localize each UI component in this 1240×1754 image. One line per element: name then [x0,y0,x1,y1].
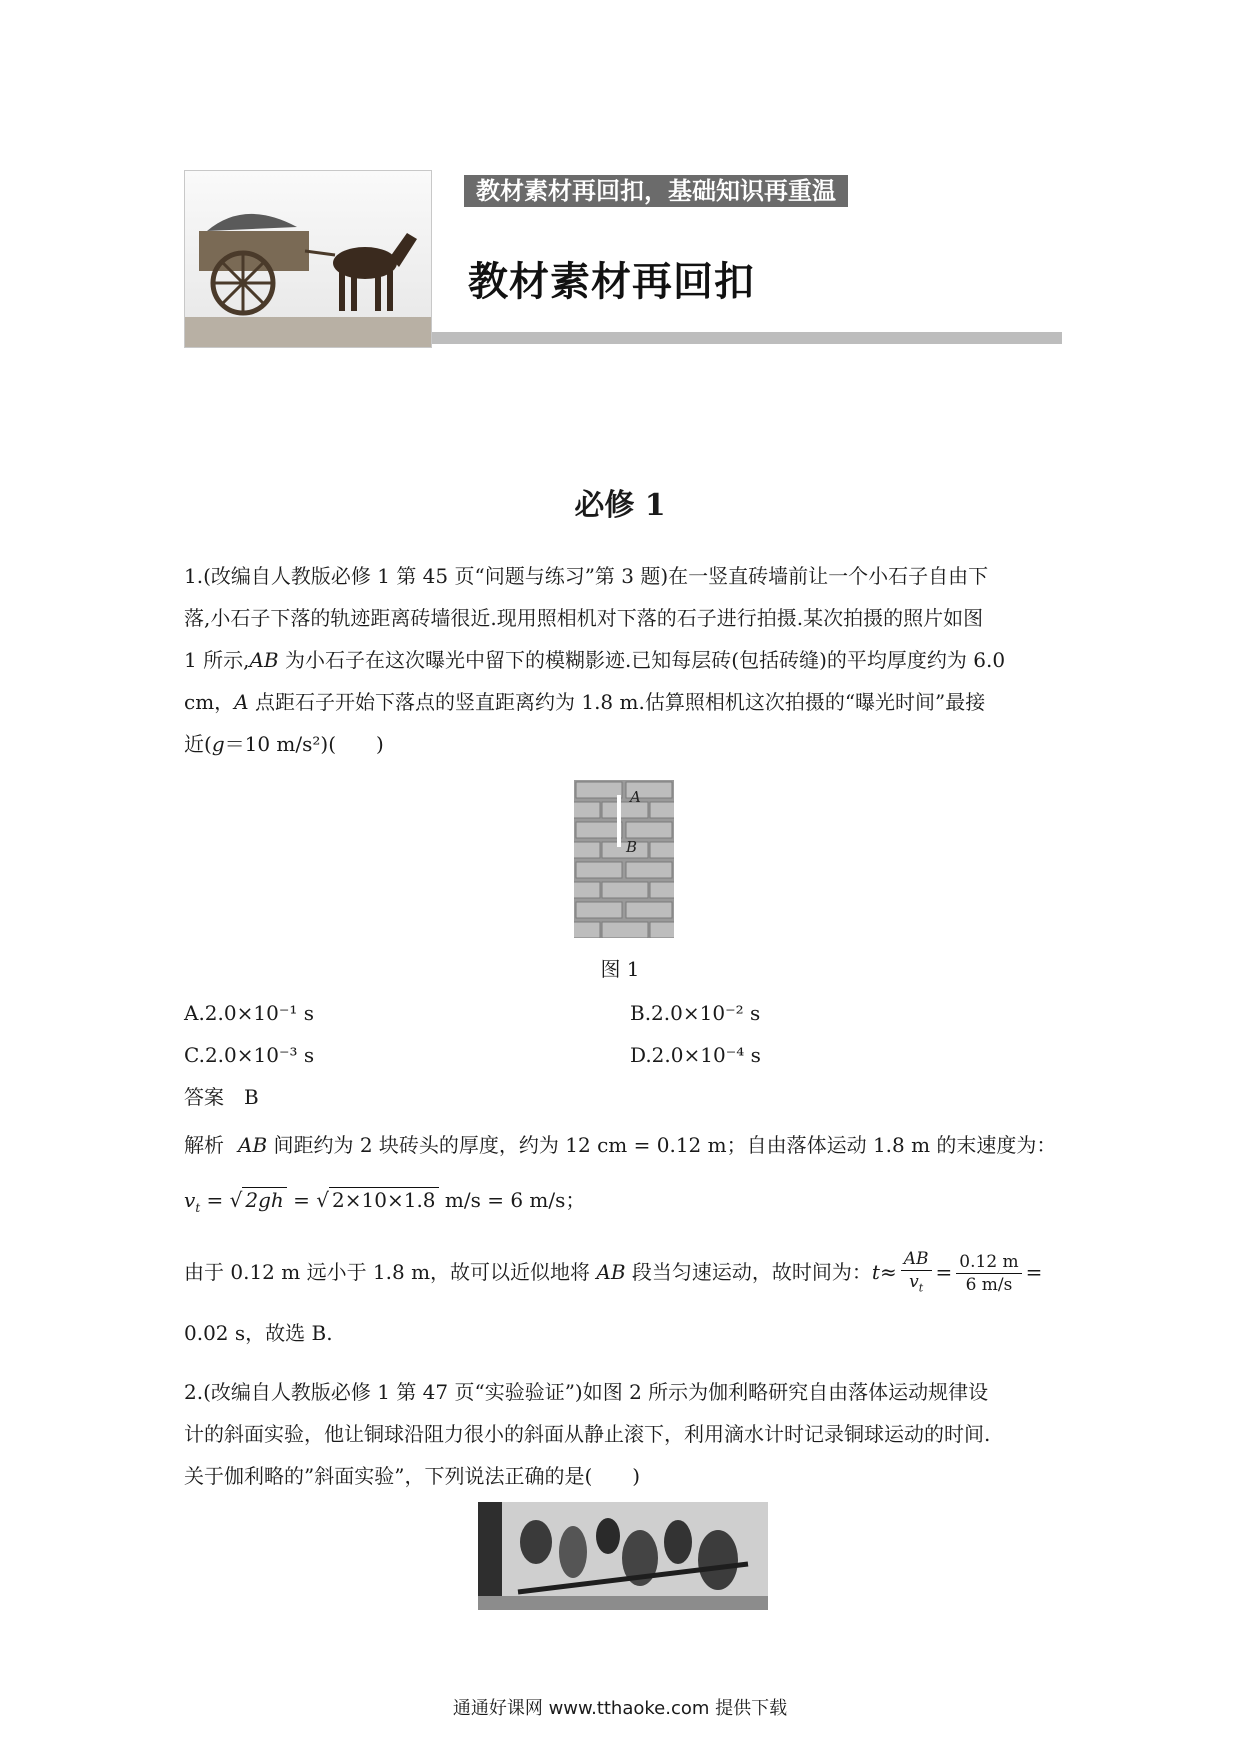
q2-line-1: 2.(改编自人教版必修 1 第 47 页“实验验证”)如图 2 所示为伽利略研究自由落体运动规律设 [184,1380,989,1404]
q1-line-3: 1 所示,AB 为小石子在这次曝光中留下的模糊影迹.已知每层砖(包括砖缝)的平均厚度约为 6.0 [184,648,1006,672]
answer-value: B [244,1085,259,1109]
figure-label-b: B [626,838,638,856]
option-b: B.2.0×10⁻² s [630,1001,761,1025]
header-tagline: 教材素材再回扣，基础知识再重温 [464,175,848,207]
q2-line-3: 关于伽利略的”斜面实验”，下列说法正确的是( ) [184,1464,641,1488]
q1-line-5: 近(g＝10 m/s²)( ) [184,732,384,756]
fraction-012-6: $\frac{0.12 m}{6 m/s}$ [956,1251,1021,1296]
fraction-ab-vt: $\frac{AB}{v_t}$ [901,1248,932,1299]
answer-label: 答案 [184,1085,224,1109]
footer-download-note: 通通好课网 www.tthaoke.com 提供下载 [452,1698,788,1719]
galileo-engraving-icon [478,1502,768,1610]
brick-wall-icon [574,780,674,938]
q1-line-4: cm，A 点距石子开始下落点的竖直距离约为 1.8 m.估算照相机这次拍摄的“曝光时间”最接 [184,690,986,714]
galileo-experiment-figure [478,1502,768,1610]
answer-row [184,1082,259,1112]
q1-line-1: 1.(改编自人教版必修 1 第 45 页“问题与练习”第 3 题)在一竖直砖墙前让一个小石子自由下 [184,564,989,588]
option-d: D.2.0×10⁻⁴ s [630,1043,761,1067]
analysis-formula-vt: $v_t$ = √ 2gh = √ 2×10×1.8 m/s = 6 m/s； [184,1188,586,1215]
q1-line-2: 落,小石子下落的轨迹距离砖墙很近.现用照相机对下落的石子进行拍摄.某次拍摄的照片如图 [184,606,984,630]
horse-cart-illustration [184,170,432,348]
figure-label-a: A [630,788,641,806]
header-divider [432,332,1062,344]
q2-line-2: 计的斜面实验，他让铜球沿阻力很小的斜面从静止滚下，利用滴水计时记录铜球运动的时间. [184,1422,991,1446]
analysis-line-4: 0.02 s，故选 B. [184,1321,333,1345]
option-c: C.2.0×10⁻³ s [184,1043,315,1067]
horse-cart-icon [185,171,431,347]
analysis-line-3: 由于 0.12 m 远小于 1.8 m，故可以近似地将 AB 段当匀速运动，故时间为：t≈ $\frac{AB}{v_t}$ = $\frac{0.12 m}{6 m/s}$ = [184,1248,1042,1299]
header-title: 教材素材再回扣 [468,259,755,305]
figure-1-caption: 图 1 [600,957,640,981]
section-title: 必修 1 [574,488,666,523]
option-a: A.2.0×10⁻¹ s [184,1001,315,1025]
brick-wall-figure [574,780,674,938]
analysis-line-1: 解析 AB 间距约为 2 块砖头的厚度，约为 12 cm = 0.12 m；自由落体运动 1.8 m 的末速度为： [184,1133,1057,1157]
